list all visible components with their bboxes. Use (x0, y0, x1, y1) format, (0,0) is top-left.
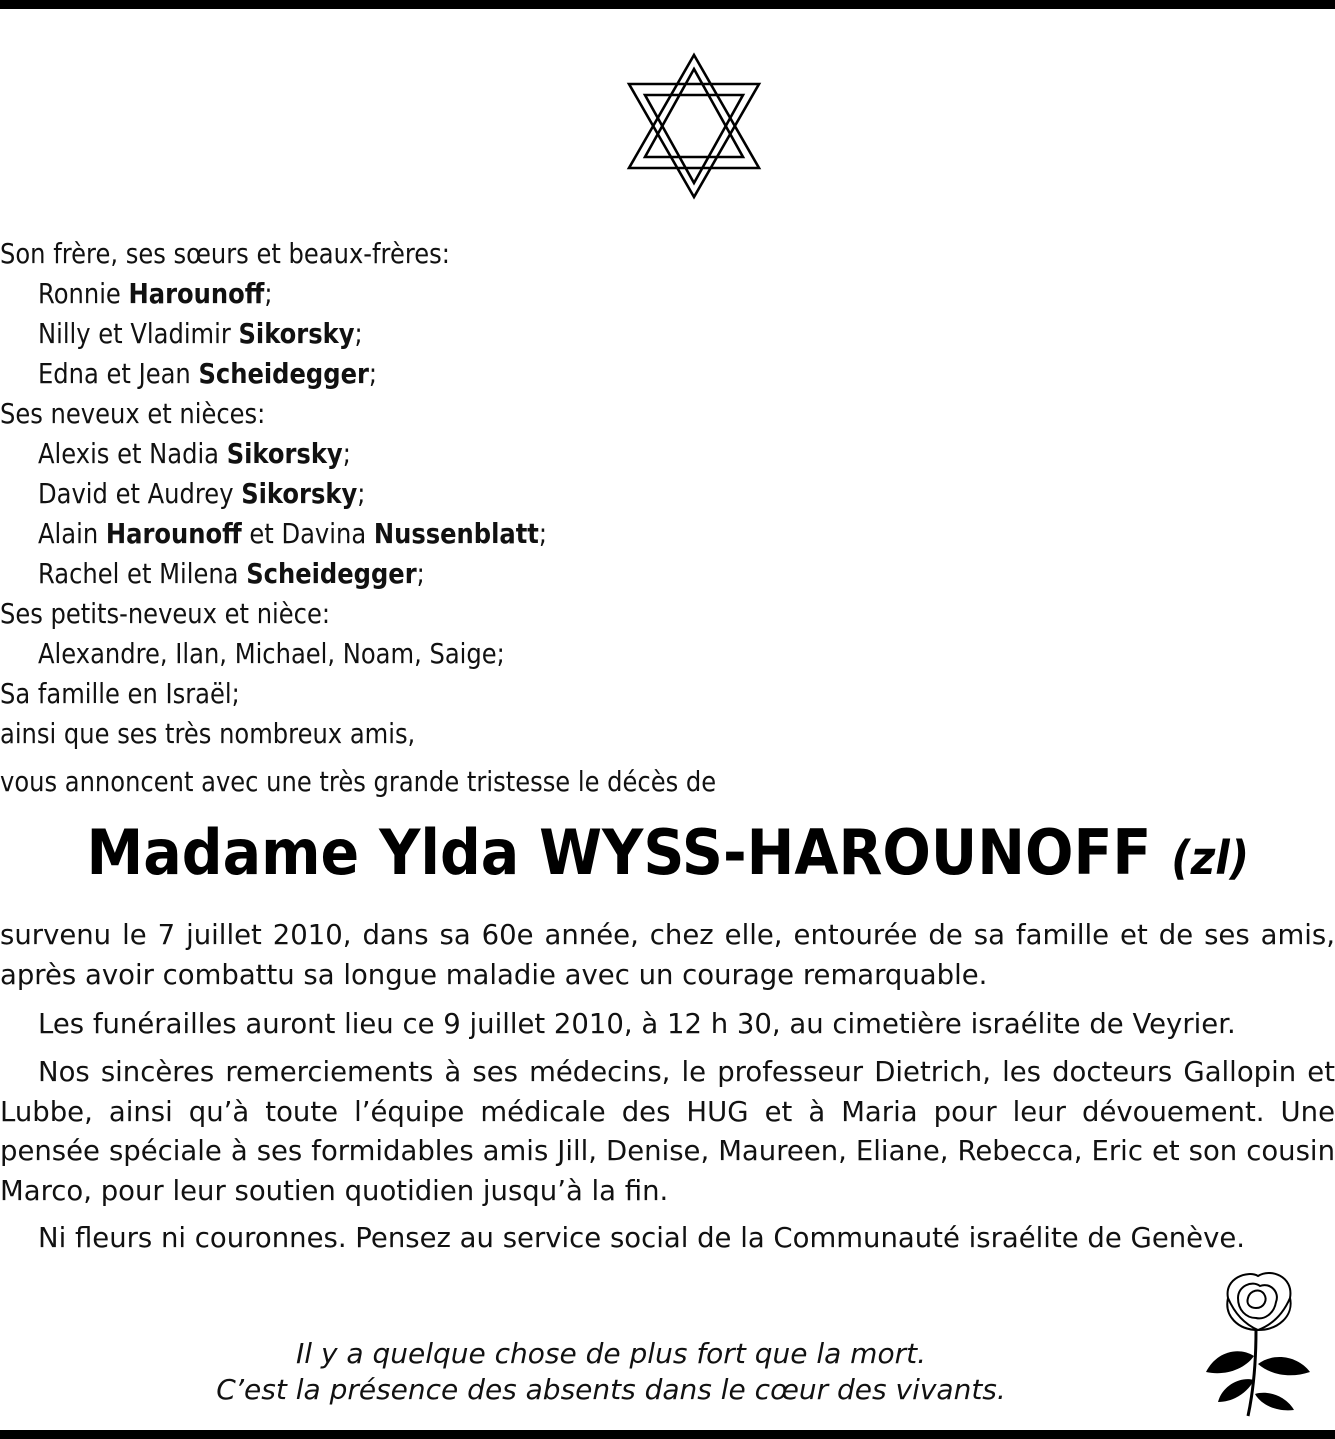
nephew-line: Alain Harounoff et Davina Nussenblatt; (38, 518, 548, 550)
nephews-heading: Ses neveux et nièces: (0, 398, 266, 430)
thanks-paragraph: Nos sincères remerciements à ses médecins, le professeur Dietrich, les docteurs Gallopin et Lubbe, ainsi qu’à toute l’équipe médicale des HUG et à Maria pour leur dévouement. Une pensée spéciale à ses formidables amis Jill, Denise, Maureen, Eliane, Rebecca, Eric et son cousin Marco, pour leur soutien quotidien jusqu’à la fin. (0, 1056, 1335, 1207)
announce-line: vous annoncent avec une très grande tristesse le décès de (0, 766, 717, 798)
grand-nephews-heading: Ses petits-neveux et nièce: (0, 598, 330, 630)
nephew-line: David et Audrey Sikorsky; (38, 478, 366, 510)
siblings-heading: Son frère, ses sœurs et beaux-frères: (0, 238, 450, 270)
sibling-line: Ronnie Harounoff; (38, 278, 273, 310)
nephew-line: Rachel et Milena Scheidegger; (38, 558, 425, 590)
sibling-line: Nilly et Vladimir Sikorsky; (38, 318, 363, 350)
nephew-line: Alexis et Nadia Sikorsky; (38, 438, 351, 470)
funeral-paragraph: Les funérailles auront lieu ce 9 juillet 2010, à 12 h 30, au cimetière israélite de Veyrier. (38, 1008, 1236, 1040)
star-of-david-icon (626, 52, 762, 200)
flowers-paragraph: Ni fleurs ni couronnes. Pensez au service social de la Communauté israélite de Genève. (38, 1222, 1246, 1254)
rose-icon (1198, 1268, 1316, 1420)
sibling-line: Edna et Jean Scheidegger; (38, 358, 378, 390)
top-border-rule (0, 0, 1335, 9)
friends-line: ainsi que ses très nombreux amis, (0, 718, 416, 750)
bottom-border-rule (0, 1430, 1335, 1439)
death-paragraph: survenu le 7 juillet 2010, dans sa 60e année, chez elle, entourée de sa famille et de ses amis, après avoir combattu sa longue maladie avec un courage remarquable. (0, 919, 1335, 991)
quote-line-1: Il y a quelque chose de plus fort que la mort. (296, 1337, 926, 1370)
grand-nephews-line: Alexandre, Ilan, Michael, Noam, Saige; (38, 638, 505, 670)
deceased-name: Madame Ylda WYSS-HAROUNOFF (zl) (86, 816, 1249, 889)
israel-family-line: Sa famille en Israël; (0, 678, 240, 710)
deceased-suffix: (zl) (1170, 831, 1249, 885)
quote-line-2: C’est la présence des absents dans le cœur des vivants. (216, 1373, 1006, 1406)
